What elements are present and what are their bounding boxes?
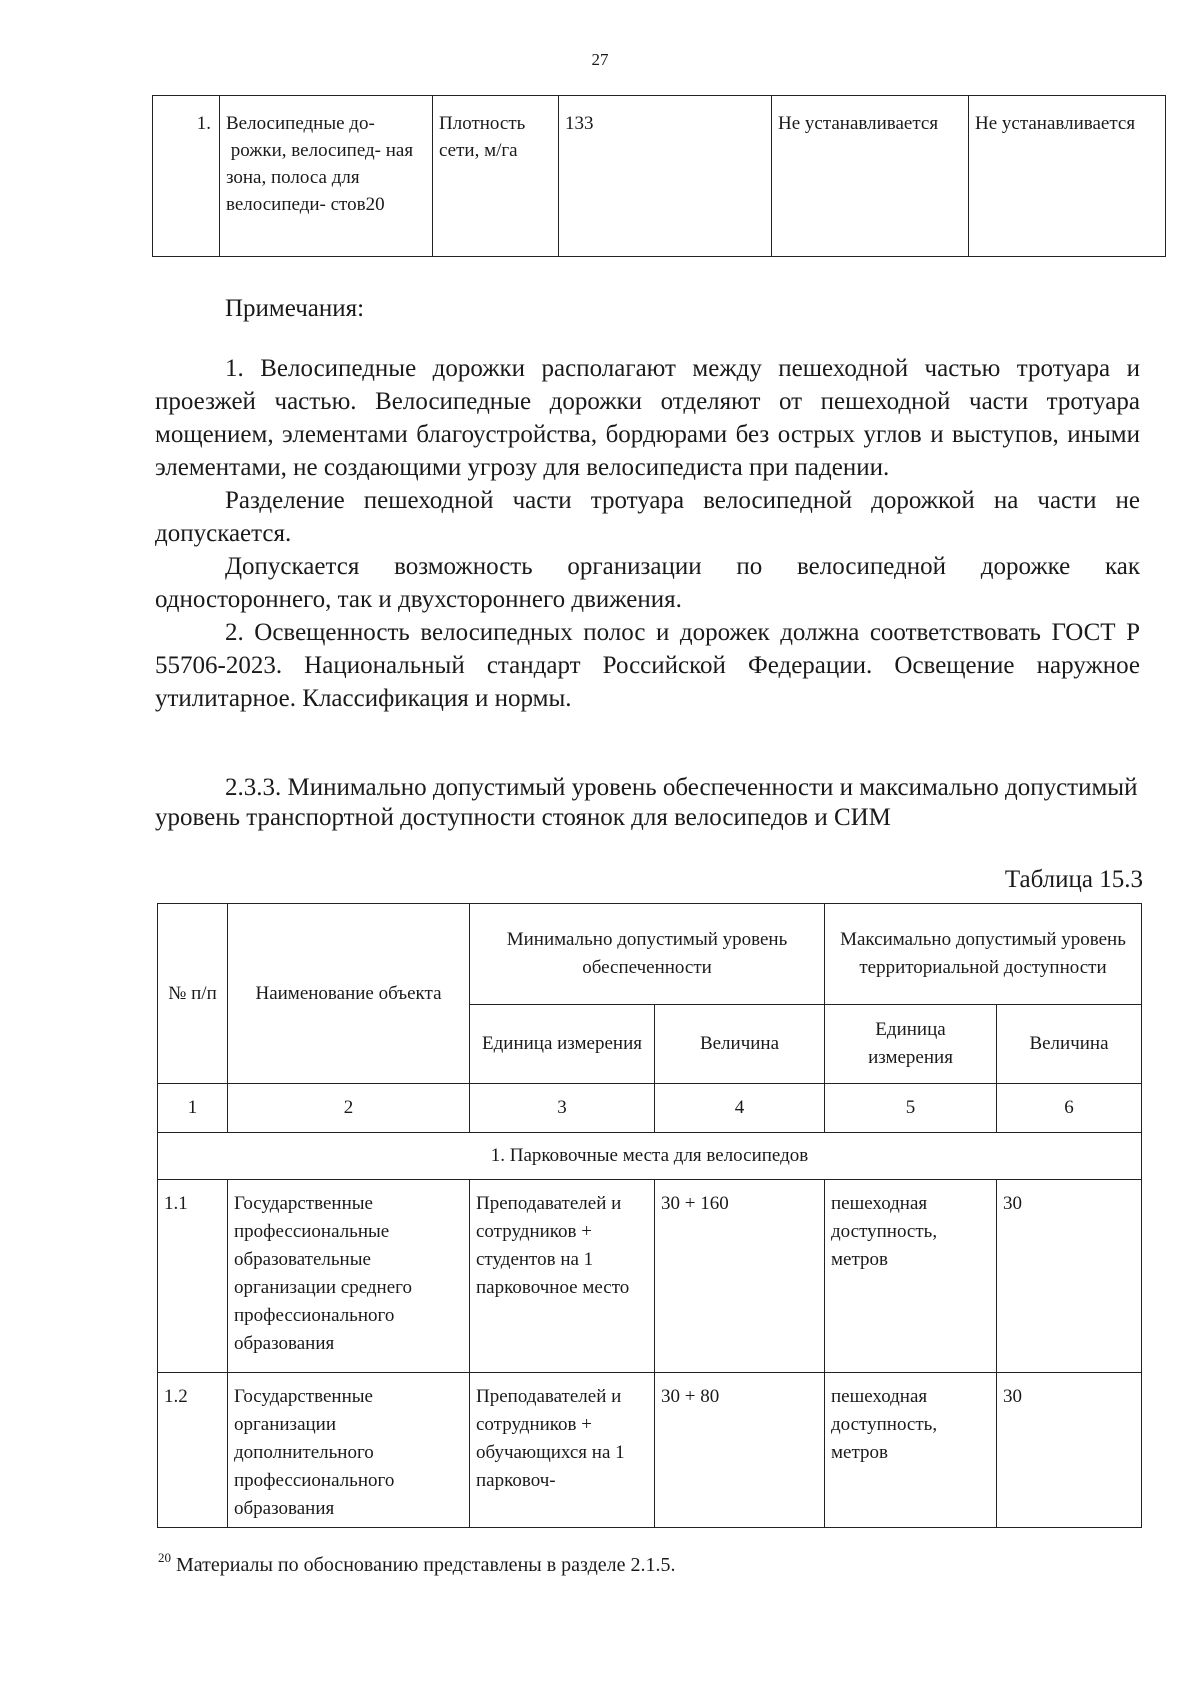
note-paragraph: 1. Велосипедные дорожки располагают между пешеходной частью тротуара и проезжей частью. Велосипедные дорожки отделяют от пешеходной части тротуара мощением, элементами благоустройства, бордюрами без острых углов и выступов, иными элементами, не создающими угрозу для велосипедиста при падении. [155, 355, 1140, 481]
column-number: 4 [655, 1084, 825, 1133]
section-heading-text: 2.3.3. Минимально допустимый уровень обеспеченности и максимально допустимый уровень транспортной доступности стоянок для велосипедов и СИМ [155, 774, 1138, 831]
row-number: 1.2 [158, 1373, 228, 1528]
section-title: 1. Парковочные места для велосипедов [158, 1133, 1142, 1180]
header-name: Наименование объекта [228, 904, 470, 1084]
object-name: Государственные организации дополнительного профессионального образования [228, 1373, 470, 1528]
top-table [152, 95, 1166, 257]
notes-body [155, 352, 1140, 715]
note-paragraph: Допускается возможность организации по велосипедной дорожке как одностороннего, так и двухстороннего движения. [155, 553, 1140, 613]
indicator-value: 133 [559, 96, 772, 257]
header-unit: Единица измерения [470, 1005, 655, 1084]
table-row [158, 1373, 1142, 1528]
table-row [153, 96, 1166, 257]
note-paragraph: Разделение пешеходной части тротуара велосипедной дорожкой на части не допускается. [155, 487, 1140, 547]
notes-title: Примечания: [225, 295, 365, 322]
unit-cell: Преподавателей и сотрудников + студентов на 1 парковочное место [470, 1180, 655, 1373]
value-cell: 30 + 80 [655, 1373, 825, 1528]
object-name: Государственные профессиональные образовательные организации среднего профессионального образования [228, 1180, 470, 1373]
row-number: 1.1 [158, 1180, 228, 1373]
column-number: 6 [997, 1084, 1142, 1133]
footnote [158, 1550, 675, 1577]
access-value-cell: 30 [997, 1180, 1142, 1373]
column-number: 5 [825, 1084, 997, 1133]
footnote-text: Материалы по обоснованию представлены в разделе 2.1.5. [176, 1554, 676, 1576]
unit-cell: Преподавателей и сотрудников + обучающихся на 1 парковоч- [470, 1373, 655, 1528]
column-numbers-row [158, 1084, 1142, 1133]
table-row [158, 1180, 1142, 1373]
value-cell: 30 + 160 [655, 1180, 825, 1373]
section-row [158, 1133, 1142, 1180]
parking-table [157, 903, 1142, 1528]
table-label: Таблица 15.3 [1004, 866, 1143, 893]
header-max-group: Максимально допустимый уровень территориальной доступности [825, 904, 1142, 1005]
section-heading [155, 773, 1140, 833]
row-number: 1. [153, 96, 220, 257]
header-unit: Единица измерения [825, 1005, 997, 1084]
header-min-group: Минимально допустимый уровень обеспеченности [470, 904, 825, 1005]
access-cell: Не устанавливается [969, 96, 1166, 257]
header-num: № п/п [158, 904, 228, 1084]
access-value-cell: 30 [997, 1373, 1142, 1528]
header-value: Величина [655, 1005, 825, 1084]
column-number: 2 [228, 1084, 470, 1133]
page-number: 27 [591, 50, 609, 69]
max-level-cell: Не устанавливается [772, 96, 969, 257]
footnote-mark: 20 [158, 1550, 171, 1565]
access-unit-cell: пешеходная доступность, метров [825, 1373, 997, 1528]
indicator: Плотность сети, м/га [433, 96, 559, 257]
column-number: 3 [470, 1084, 655, 1133]
access-unit-cell: пешеходная доступность, метров [825, 1180, 997, 1373]
note-paragraph: 2. Освещенность велосипедных полос и дорожек должна соответствовать ГОСТ Р 55706-2023. Национальный стандарт Российской Федерации. Освещение наружное утилитарное. Классификация и нормы. [155, 619, 1140, 712]
header-value: Величина [997, 1005, 1142, 1084]
object-name: Велосипедные до- рожки, велосипед- ная зона, полоса для велосипеди- стов20 [220, 96, 433, 257]
column-number: 1 [158, 1084, 228, 1133]
table-header-row [158, 904, 1142, 1005]
